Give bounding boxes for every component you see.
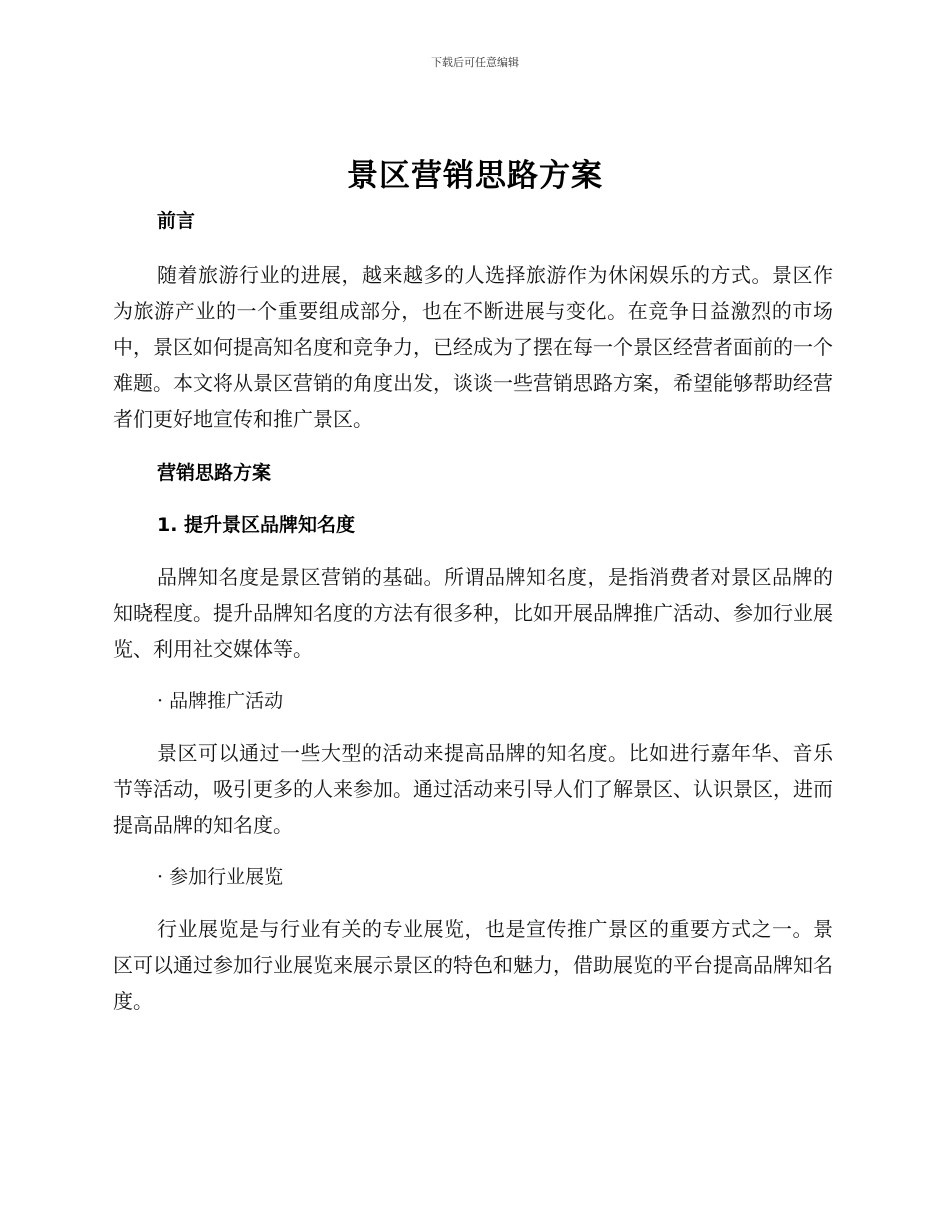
document-body (113, 203, 833, 1019)
bullet2-paragraph: 行业展览是与行业有关的专业展览，也是宣传推广景区的重要方式之一。景区可以通过参加行业展览来展示景区的特色和魅力，借助展览的平台提高品牌知名度。 (113, 917, 833, 1013)
bullet1-paragraph: 景区可以通过一些大型的活动来提高品牌的知名度。比如进行嘉年华、音乐节等活动，吸引更多的人来参加。通过活动来引导人们了解景区、认识景区，进而提高品牌的知名度。 (113, 741, 833, 837)
bullet-industry-exhibition: · 参加行业展览 (157, 866, 284, 888)
item1-heading: 1. 提升景区品牌知名度 (157, 514, 356, 536)
bullet-brand-promotion: · 品牌推广活动 (157, 690, 284, 712)
preface-heading: 前言 (157, 210, 196, 232)
plan-heading: 营销思路方案 (157, 462, 272, 484)
header-note: 下载后可任意编辑 (431, 56, 519, 69)
preface-paragraph: 随着旅游行业的进展，越来越多的人选择旅游作为休闲娱乐的方式。景区作为旅游产业的一个重要组成部分，也在不断进展与变化。在竞争日益激烈的市场中，景区如何提高知名度和竞争力，已经成为了摆在每一个景区经营者面前的一个难题。本文将从景区营销的角度出发，谈谈一些营销思路方案，希望能够帮助经营者们更好地宣传和推广景区。 (113, 263, 833, 431)
item1-paragraph: 品牌知名度是景区营销的基础。所谓品牌知名度，是指消费者对景区品牌的知晓程度。提升品牌知名度的方法有很多种，比如开展品牌推广活动、参加行业展览、利用社交媒体等。 (113, 565, 833, 661)
document-title: 景区营销思路方案 (347, 158, 603, 194)
